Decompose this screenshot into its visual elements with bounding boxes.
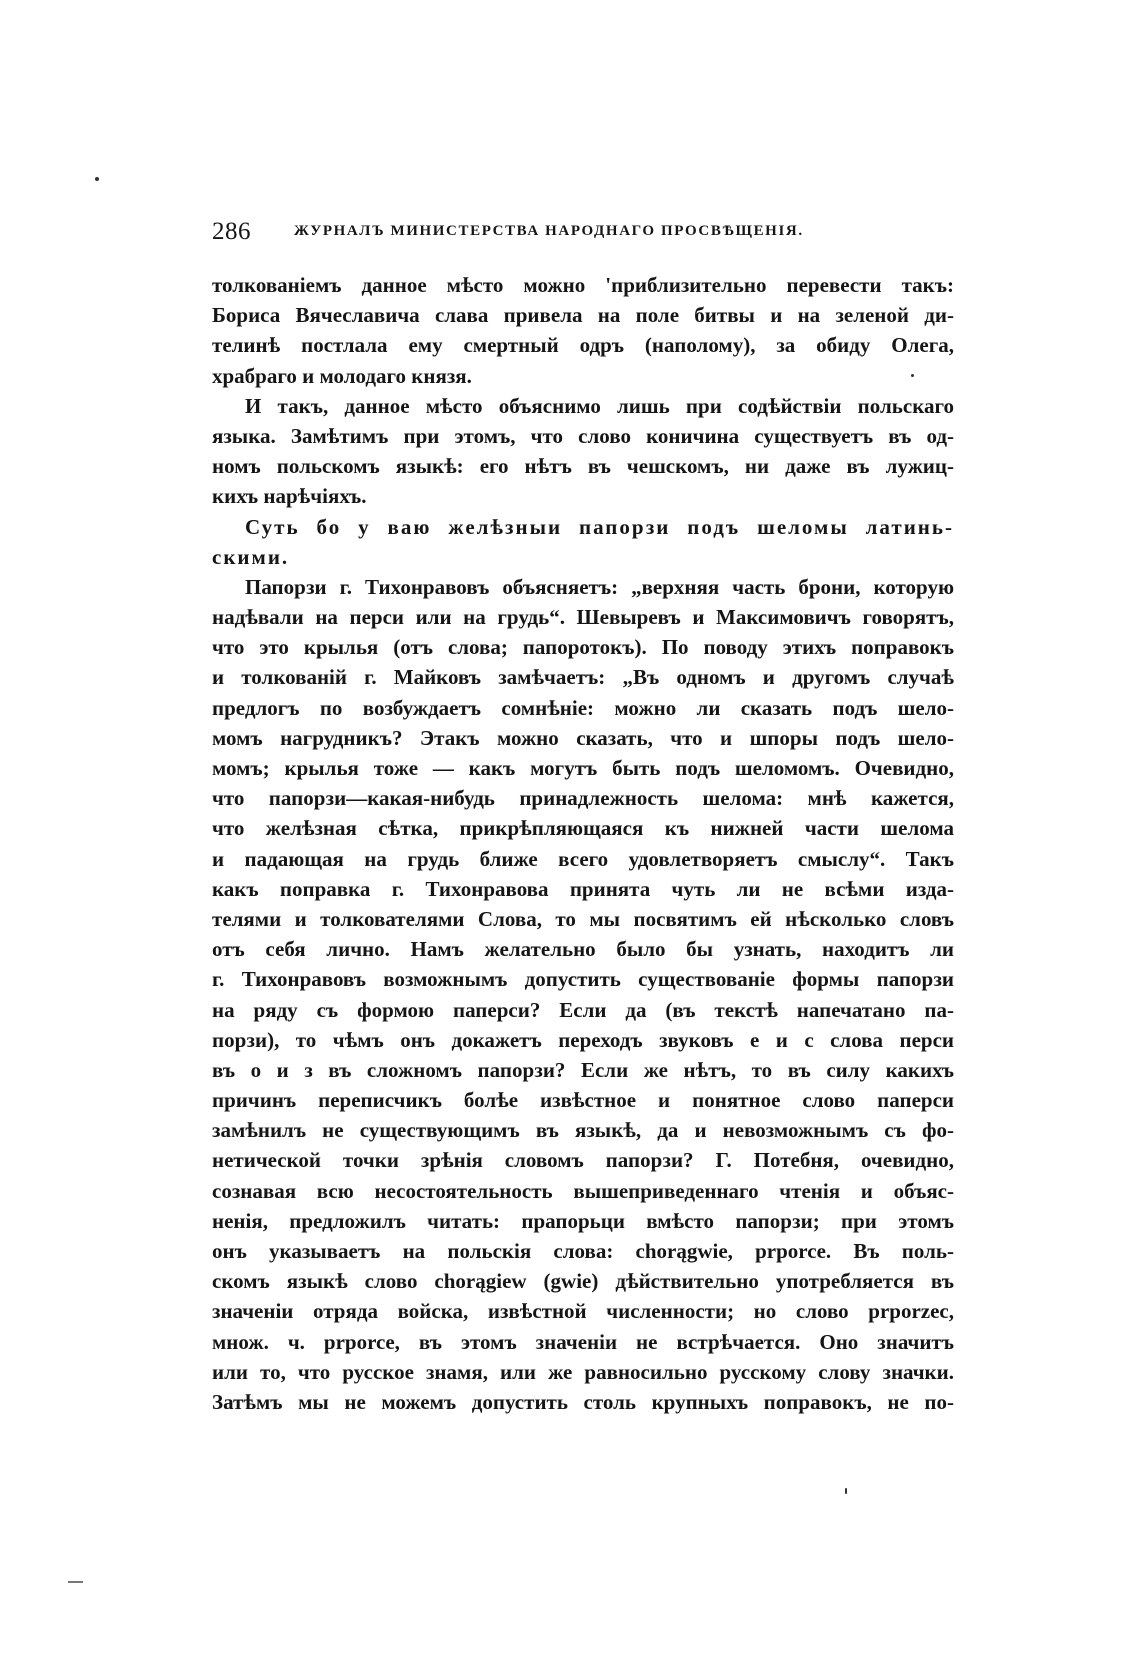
text-line: толкованіемъ данное мѣсто можно 'приблизительно перевести такъ:: [212, 273, 954, 297]
text-line: Затѣмъ мы не можемъ допустить столь крупныхъ поправокъ, не по-: [212, 1389, 954, 1414]
scan-speck: [68, 1581, 83, 1583]
text-line: какъ поправка г. Тихонравова принята чуть ли не всѣми изда-: [212, 876, 954, 901]
text-line: момъ; крылья тоже — какъ могутъ быть подъ шеломомъ. Очевидно,: [212, 756, 954, 780]
text-line: замѣнилъ не существующимъ въ языкѣ, да и невозможнымъ съ фо-: [212, 1118, 954, 1143]
text-line: надѣвали на перси или на грудь“. Шевыревъ и Максимовичъ говорятъ,: [212, 605, 954, 630]
text-line: г. Тихонравовъ возможнымъ допустить существованіе формы папорзи: [212, 967, 954, 992]
text-line: телинѣ постлала ему смертный одръ (наполому), за обиду Олега,: [212, 333, 954, 358]
text-line: и падающая на грудь ближе всего удовлетворяетъ смыслу“. Такъ: [212, 846, 954, 871]
text-line: кихъ нарѣчіяхъ.: [212, 484, 367, 509]
text-line: и толкованій г. Майковъ замѣчаетъ: „Въ одномъ и другомъ случаѣ: [212, 665, 954, 690]
text-line: момъ нагрудникъ? Этакъ можно сказать, что и шпоры подъ шело-: [212, 725, 954, 750]
scan-speck: [845, 1488, 847, 1494]
text-line: порзи), то чѣмъ онъ докажетъ переходъ звуковъ е и с слова перси: [212, 1027, 954, 1052]
text-line: что желѣзная сѣтка, прикрѣпляющаяся къ нижней части шелома: [212, 816, 954, 841]
text-line: Папорзи г. Тихонравовъ объясняетъ: „верхняя часть брони, которую: [245, 574, 954, 599]
text-line: предлогъ по возбуждаетъ сомнѣніе: можно ли сказать подъ шело-: [212, 695, 954, 720]
text-line: языка. Замѣтимъ при этомъ, что слово коничина существуетъ въ од-: [212, 423, 954, 448]
text-line: ненія, предложилъ читать: прапорьци вмѣсто папорзи; при этомъ: [212, 1208, 954, 1233]
body-text: [212, 270, 954, 1417]
text-line: храбраго и молодаго князя.: [212, 363, 472, 388]
text-line: скомъ языкѣ слово chorągiew (gwie) дѣйствительно употребляется въ: [212, 1269, 954, 1294]
running-title: ЖУРНАЛЪ МИНИСТЕРСТВА НАРОДНАГО ПРОСВѢЩЕНІЯ.: [294, 223, 804, 239]
text-line: множ. ч. prporce, въ этомъ значеніи не встрѣчается. Оно значитъ: [212, 1329, 954, 1354]
text-line: на ряду съ формою паперси? Если да (въ текстѣ напечатано па-: [212, 997, 954, 1022]
text-line: что это крылья (отъ слова; папоротокъ). По поводу этихъ поправокъ: [212, 635, 954, 660]
text-line: нетической точки зрѣнія словомъ папорзи? Г. Потебня, очевидно,: [212, 1148, 954, 1173]
text-line: значеніи отряда войска, извѣстной численности; но слово prporzec,: [212, 1299, 954, 1324]
text-line: онъ указываетъ на польскія слова: chorągwie, prporce. Въ поль-: [212, 1239, 954, 1263]
quoted-line: Суть бо у ваю желѣзныи папорзи подъ шеломы латинь-: [245, 514, 954, 539]
text-line: номъ польскомъ языкѣ: его нѣтъ въ чешскомъ, ни даже въ лужиц-: [212, 454, 954, 479]
quoted-line: скими.: [212, 544, 290, 569]
text-line: сознавая всю несостоятельность вышеприведеннаго чтенія и объяс-: [212, 1178, 954, 1203]
text-line: отъ себя лично. Намъ желательно было бы узнать, находитъ ли: [212, 937, 954, 962]
text-line: И такъ, данное мѣсто объяснимо лишь при содѣйствіи польскаго: [245, 393, 954, 418]
scan-speck: [911, 374, 914, 377]
text-line: Бориса Вячеславича слава привела на поле битвы и на зеленой ди-: [212, 303, 954, 328]
text-line: въ о и з въ сложномъ папорзи? Если же нѣтъ, то въ силу какихъ: [212, 1057, 954, 1082]
scan-speck: [95, 177, 99, 181]
text-line: причинъ переписчикъ болѣе извѣстное и понятное слово паперси: [212, 1088, 954, 1113]
text-line: телями и толкователями Слова, то мы посвятимъ ей нѣсколько словъ: [212, 906, 954, 931]
text-line: или то, что русское знамя, или же равносильно русскому слову значки.: [212, 1359, 954, 1384]
text-line: что папорзи—какая-нибудь принадлежность шелома: мнѣ кажется,: [212, 786, 954, 811]
page-number: 286: [212, 218, 251, 245]
page-header: [212, 218, 852, 250]
